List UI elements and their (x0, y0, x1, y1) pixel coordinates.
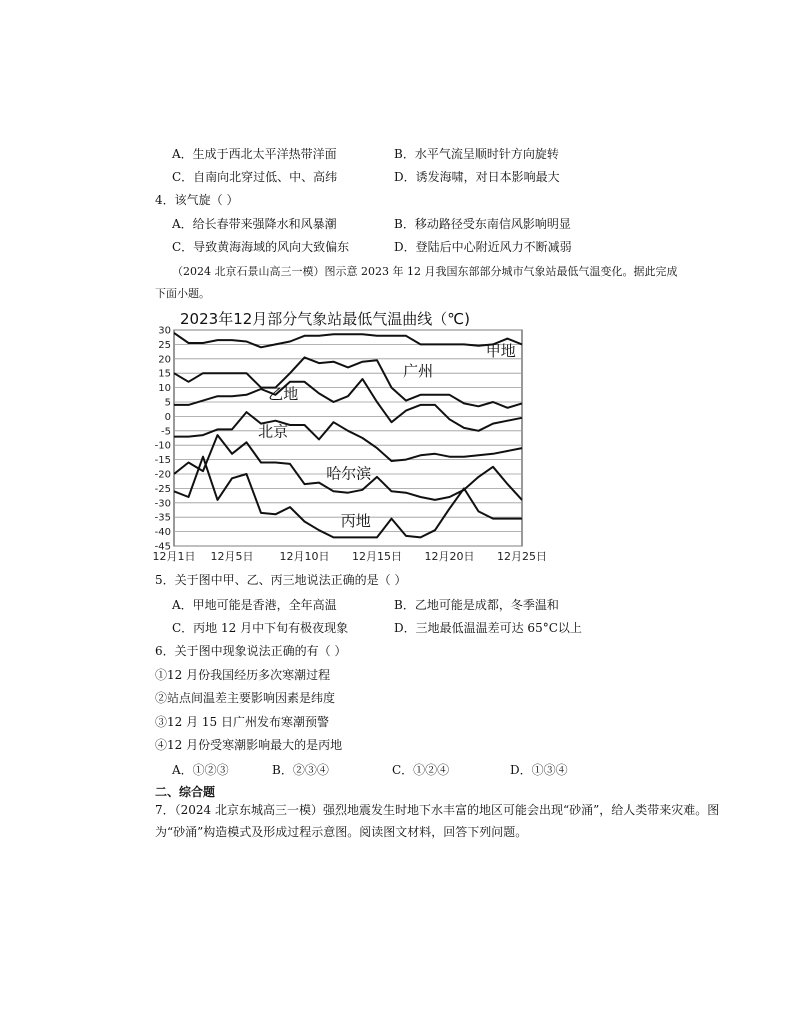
q6-option-a: A．①②③ (172, 763, 229, 777)
q6-option-b: B．②③④ (272, 763, 329, 777)
x-tick-label: 12月25日 (497, 550, 547, 563)
y-tick-label: 20 (158, 354, 171, 366)
y-tick-label: -45 (154, 541, 171, 553)
y-tick-label: 10 (158, 383, 171, 395)
series-line (174, 333, 522, 347)
y-tick-label: -20 (154, 469, 171, 481)
q6-stem: 6．关于图中现象说法正确的有（ ） (155, 644, 347, 658)
y-tick-label: -25 (154, 483, 171, 495)
y-tick-label: -40 (154, 527, 171, 539)
y-tick-label: 0 (164, 411, 171, 423)
q6-option-c: C．①②④ (392, 763, 450, 777)
q4-option-c: C．导致黄海海域的风向大致偏东 (172, 240, 350, 254)
series-label: 广州 (403, 362, 434, 381)
q5-option-b: B．乙地可能是成都，冬季温和 (394, 598, 559, 612)
x-tick-label: 12月1日 (152, 550, 196, 563)
y-tick-label: -15 (154, 455, 171, 467)
q4-option-d: D．登陆后中心附近风力不断减弱 (394, 240, 572, 254)
x-tick-label: 12月5日 (210, 550, 254, 563)
intro-line-2: 下面小题。 (155, 287, 210, 300)
q3-option-a: A．生成于西北太平洋热带洋面 (172, 147, 337, 161)
y-tick-label: -10 (154, 440, 171, 452)
q3-option-b: B．水平气流呈顺时针方向旋转 (394, 147, 559, 161)
q7-line-2: 为“砂涌”构造模式及形成过程示意图。阅读图文材料，回答下列问题。 (155, 825, 528, 839)
section-heading: 二、综合题 (155, 785, 216, 799)
x-tick-label: 12月10日 (279, 550, 330, 563)
y-tick-label: -35 (154, 512, 171, 524)
q7-line-1: 7．（2024 北京东城高三一模）强烈地震发生时地下水丰富的地区可能会出现“砂涌”，给人类带来灾难。图 (155, 803, 720, 817)
q4-option-a: A．给长春带来强降水和风暴潮 (172, 217, 337, 231)
q6-statement-1: ①12 月份我国经历多次寒潮过程 (155, 668, 331, 682)
q6-option-d: D．①③④ (510, 763, 568, 777)
q5-option-a: A．甲地可能是香港，全年高温 (172, 598, 337, 612)
q6-statement-3: ③12 月 15 日广州发布寒潮预警 (155, 715, 329, 729)
y-tick-label: 30 (158, 325, 171, 337)
series-label: 哈尔滨 (326, 464, 372, 483)
y-tick-label: 5 (164, 397, 171, 409)
x-tick-label: 12月15日 (352, 550, 402, 563)
q5-option-c: C．丙地 12 月中下旬有极夜现象 (172, 621, 349, 635)
y-tick-label: 15 (158, 368, 171, 380)
intro-line-1: （2024 北京石景山高三一模）图示意 2023 年 12 月我国东部部分城市气象站最低气温变化。据此完成 (172, 265, 678, 278)
q6-statement-4: ④12 月份受寒潮影响最大的是丙地 (155, 738, 343, 752)
series-line (174, 357, 522, 407)
q4-stem: 4．该气旋（ ） (155, 193, 239, 207)
series-label: 甲地 (485, 341, 516, 360)
q4-option-b: B．移动路径受东南信风影响明显 (394, 217, 571, 231)
y-tick-label: 25 (158, 339, 171, 351)
series-label: 丙地 (340, 511, 371, 530)
q3-option-d: D．诱发海啸，对日本影响最大 (394, 170, 560, 184)
q6-statement-2: ②站点间温差主要影响因素是纬度 (155, 691, 336, 705)
x-tick-label: 12月20日 (424, 550, 475, 563)
chart-title: 2023年12月部分气象站最低气温曲线（℃) (180, 310, 470, 328)
temperature-chart (150, 306, 550, 566)
series-label: 北京 (258, 422, 289, 441)
y-tick-label: -30 (154, 498, 171, 510)
q3-option-c: C．自南向北穿过低、中、高纬 (172, 170, 338, 184)
series-line (174, 412, 522, 461)
q5-stem: 5．关于图中甲、乙、丙三地说法正确的是（ ） (155, 573, 407, 587)
series-label: 乙地 (268, 385, 299, 404)
q5-option-d: D．三地最低温温差可达 65°C以上 (394, 621, 582, 635)
y-tick-label: -5 (161, 426, 171, 438)
